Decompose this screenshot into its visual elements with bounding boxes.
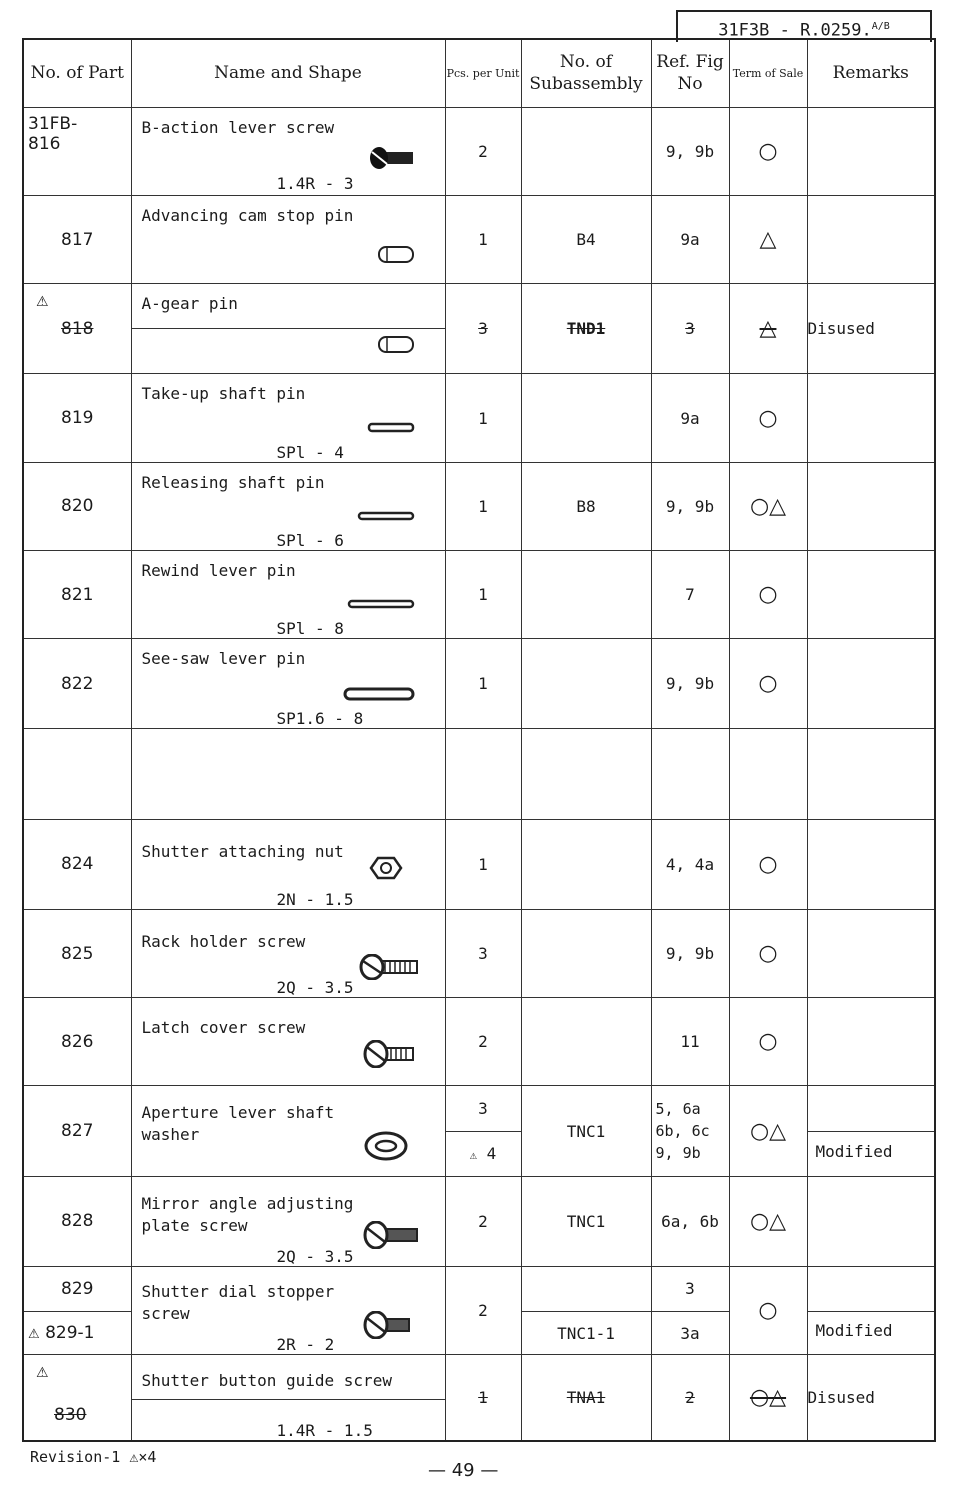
screw-icon (359, 954, 421, 980)
part-number-cell (23, 284, 131, 374)
pcs-per-unit: 2 (445, 107, 521, 195)
page-number: — 49 — (428, 1460, 499, 1481)
ref-fig: 4, 4a (651, 819, 729, 909)
screw-icon (363, 1040, 417, 1068)
part-code: SPl - 4 (276, 442, 344, 462)
part-name-cell (131, 998, 445, 1086)
remarks: Disused (807, 284, 935, 374)
subassembly (521, 374, 651, 462)
remarks-cell (807, 1266, 935, 1354)
part-number: 824 (23, 819, 131, 909)
part-name: Advancing cam stop pin (141, 205, 354, 225)
pcs-per-unit: 3 (445, 284, 521, 374)
screw-icon (367, 146, 417, 170)
screw-icon (363, 1311, 413, 1339)
header-term-sale: Term of Sale (729, 39, 807, 107)
term-of-sale: ○△ (729, 1176, 807, 1266)
part-code: 1.4R - 1.5 (276, 1421, 373, 1440)
screw-icon (363, 1221, 421, 1249)
part-name: Shutter button guide screw (141, 1371, 392, 1391)
ref-fig-revised: 3a (680, 1323, 700, 1343)
part-number: 818 (61, 318, 94, 339)
part-number: 825 (23, 909, 131, 997)
part-number: 827 (23, 1086, 131, 1176)
term-of-sale: ○ (729, 998, 807, 1086)
parts-table (22, 38, 936, 1442)
part-name: Shutter dial stopper screw (141, 1281, 335, 1323)
pin-icon (347, 599, 417, 611)
pin-icon (377, 244, 417, 266)
part-name: Aperture lever shaft washer (141, 1103, 335, 1145)
pcs-per-unit: 1 (445, 639, 521, 729)
remarks-cell (807, 1086, 935, 1176)
remarks: Disused (807, 1355, 935, 1441)
header-no-of-part: No. of Part (23, 39, 131, 107)
part-name: Rack holder screw (141, 931, 306, 951)
table-row (23, 462, 935, 550)
part-number: 830 (54, 1405, 87, 1426)
term-of-sale: ○ (729, 909, 807, 997)
pcs-per-unit: 1 (445, 462, 521, 550)
part-code: 2N - 1.5 (276, 889, 354, 909)
subassembly (521, 998, 651, 1086)
remarks (807, 107, 935, 195)
remarks (807, 374, 935, 462)
pcs-per-unit: 2 (445, 998, 521, 1086)
subassembly-cell (521, 1266, 651, 1354)
ref-fig: 9a (651, 374, 729, 462)
part-name-cell (131, 909, 445, 997)
part-code: SPl - 8 (276, 619, 344, 639)
ref-fig: 9, 9b (651, 107, 729, 195)
table-row (23, 909, 935, 997)
table-row (23, 284, 935, 374)
pcs-per-unit-cell (445, 1086, 521, 1176)
revision-mark-icon: ⚠ (36, 1365, 49, 1382)
remarks (807, 1176, 935, 1266)
table-row (23, 639, 935, 729)
part-code: 2R - 2 (276, 1335, 335, 1355)
table-row (23, 819, 935, 909)
part-number: 31FB- 816 (23, 107, 131, 195)
table-row (23, 1086, 935, 1176)
table-row (23, 195, 935, 283)
term-of-sale: ○ (729, 639, 807, 729)
doc-ref-text: 31F3B - R.0259. (718, 20, 872, 41)
part-name: B-action lever screw (141, 117, 335, 137)
subassembly (521, 909, 651, 997)
part-number: 829 (24, 1267, 131, 1312)
term-of-sale: ○△ (729, 1086, 807, 1176)
header-name-shape: Name and Shape (131, 39, 445, 107)
part-name-cell (131, 284, 445, 374)
remarks (807, 550, 935, 638)
doc-ref-sup: A/B (871, 21, 890, 32)
ref-fig: 6a, 6b (651, 1176, 729, 1266)
table-row (23, 1176, 935, 1266)
subassembly: TND1 (521, 284, 651, 374)
pcs-per-unit: 3 (445, 909, 521, 997)
part-number: 821 (23, 550, 131, 638)
part-number: 817 (23, 195, 131, 283)
subassembly: TNC1 (521, 1176, 651, 1266)
pcs-per-unit: 1 (445, 195, 521, 283)
ref-fig: 9, 9b (651, 639, 729, 729)
remarks: Modified (815, 1320, 893, 1340)
part-name: See-saw lever pin (141, 649, 306, 669)
term-of-sale: ○△ (729, 1355, 807, 1441)
revision-note: Revision-1 ⚠×4 (30, 1448, 157, 1466)
part-code: 1.4R - 3 (276, 173, 354, 193)
part-number: 819 (23, 374, 131, 462)
part-name-cell (131, 1086, 445, 1176)
part-name: Take-up shaft pin (141, 384, 306, 404)
part-number: 820 (23, 462, 131, 550)
part-code: SP1.6 - 8 (276, 709, 364, 729)
pcs-per-unit: 1 (445, 374, 521, 462)
table-row (23, 107, 935, 195)
nut-icon (369, 856, 403, 880)
term-of-sale: △ (729, 195, 807, 283)
ref-fig: 9, 9b (651, 909, 729, 997)
term-of-sale: △ (729, 284, 807, 374)
table-row (23, 1355, 935, 1441)
part-name-cell (131, 1176, 445, 1266)
ref-fig: 11 (651, 998, 729, 1086)
washer-icon (363, 1130, 409, 1162)
pin-icon (343, 687, 417, 703)
part-number-revised: 829-1 (45, 1322, 95, 1343)
remarks (807, 462, 935, 550)
part-number: 828 (23, 1176, 131, 1266)
part-name-cell (131, 819, 445, 909)
pcs-per-unit: 2 (445, 1266, 521, 1354)
part-name-cell (131, 107, 445, 195)
table-row (23, 1266, 935, 1354)
pin-icon (367, 422, 417, 434)
pcs-per-unit: 1 (445, 819, 521, 909)
part-number: 822 (23, 639, 131, 729)
remarks: Modified (815, 1142, 893, 1162)
term-of-sale: ○ (729, 374, 807, 462)
part-name: Mirror angle adjusting plate screw (141, 1193, 354, 1235)
pcs-revised: 4 (486, 1144, 497, 1164)
pin-icon (357, 511, 417, 523)
subassembly (521, 550, 651, 638)
part-name: A-gear pin (141, 294, 238, 314)
term-of-sale: ○ (729, 819, 807, 909)
ref-fig: 3 (652, 1267, 729, 1312)
part-name: Latch cover screw (141, 1018, 306, 1038)
pcs-per-unit: 2 (445, 1176, 521, 1266)
header-pcs-unit: Pcs. per Unit (445, 39, 521, 107)
part-code: 2Q - 3.5 (276, 1246, 354, 1266)
subassembly: TNA1 (521, 1355, 651, 1441)
part-name: Releasing shaft pin (141, 472, 325, 492)
part-code: SPl - 6 (276, 530, 344, 550)
table-row (23, 550, 935, 638)
remarks (807, 639, 935, 729)
table-row (23, 374, 935, 462)
revision-mark-icon: ⚠ (36, 294, 49, 311)
ref-fig: 9, 9b (651, 462, 729, 550)
ref-fig: 2 (651, 1355, 729, 1441)
pin-icon (377, 334, 417, 356)
part-name-cell (131, 639, 445, 729)
header-ref-fig: Ref. Fig No (651, 39, 729, 107)
ref-fig-cell (651, 1266, 729, 1354)
subassembly (521, 639, 651, 729)
remarks (807, 819, 935, 909)
subassembly: TNC1-1 (557, 1323, 615, 1343)
table-row (23, 998, 935, 1086)
header-remarks: Remarks (807, 39, 935, 107)
subassembly: B8 (521, 462, 651, 550)
term-of-sale: ○ (729, 550, 807, 638)
term-of-sale: ○ (729, 1266, 807, 1354)
pcs-per-unit: 1 (445, 1355, 521, 1441)
subassembly: B4 (521, 195, 651, 283)
ref-fig: 7 (651, 550, 729, 638)
subassembly: TNC1 (521, 1086, 651, 1176)
ref-fig: 3 (651, 284, 729, 374)
part-name-cell (131, 462, 445, 550)
remarks (807, 195, 935, 283)
part-name-cell (131, 374, 445, 462)
part-name-cell (131, 550, 445, 638)
revision-mark-icon: ⚠ (469, 1148, 477, 1163)
remarks (807, 998, 935, 1086)
part-number: 826 (23, 998, 131, 1086)
part-name-cell (131, 1266, 445, 1354)
pcs-per-unit: 1 (445, 550, 521, 638)
part-name: Rewind lever pin (141, 560, 296, 580)
subassembly (521, 819, 651, 909)
revision-mark-icon: ⚠ (28, 1326, 40, 1342)
pcs-original: 3 (446, 1086, 521, 1132)
part-name-cell (131, 1355, 445, 1441)
ref-fig: 5, 6a 6b, 6c 9, 9b (651, 1086, 729, 1176)
part-code: 2Q - 3.5 (276, 978, 354, 998)
header-row (23, 39, 935, 107)
subassembly (521, 107, 651, 195)
part-name-cell (131, 195, 445, 283)
part-number-cell (23, 1355, 131, 1441)
term-of-sale: ○△ (729, 462, 807, 550)
header-subassembly: No. of Subassembly (521, 39, 651, 107)
term-of-sale: ○ (729, 107, 807, 195)
table-row-empty (23, 729, 935, 819)
part-name: Shutter attaching nut (141, 841, 344, 861)
remarks (807, 909, 935, 997)
part-number-cell (23, 1266, 131, 1354)
ref-fig: 9a (651, 195, 729, 283)
